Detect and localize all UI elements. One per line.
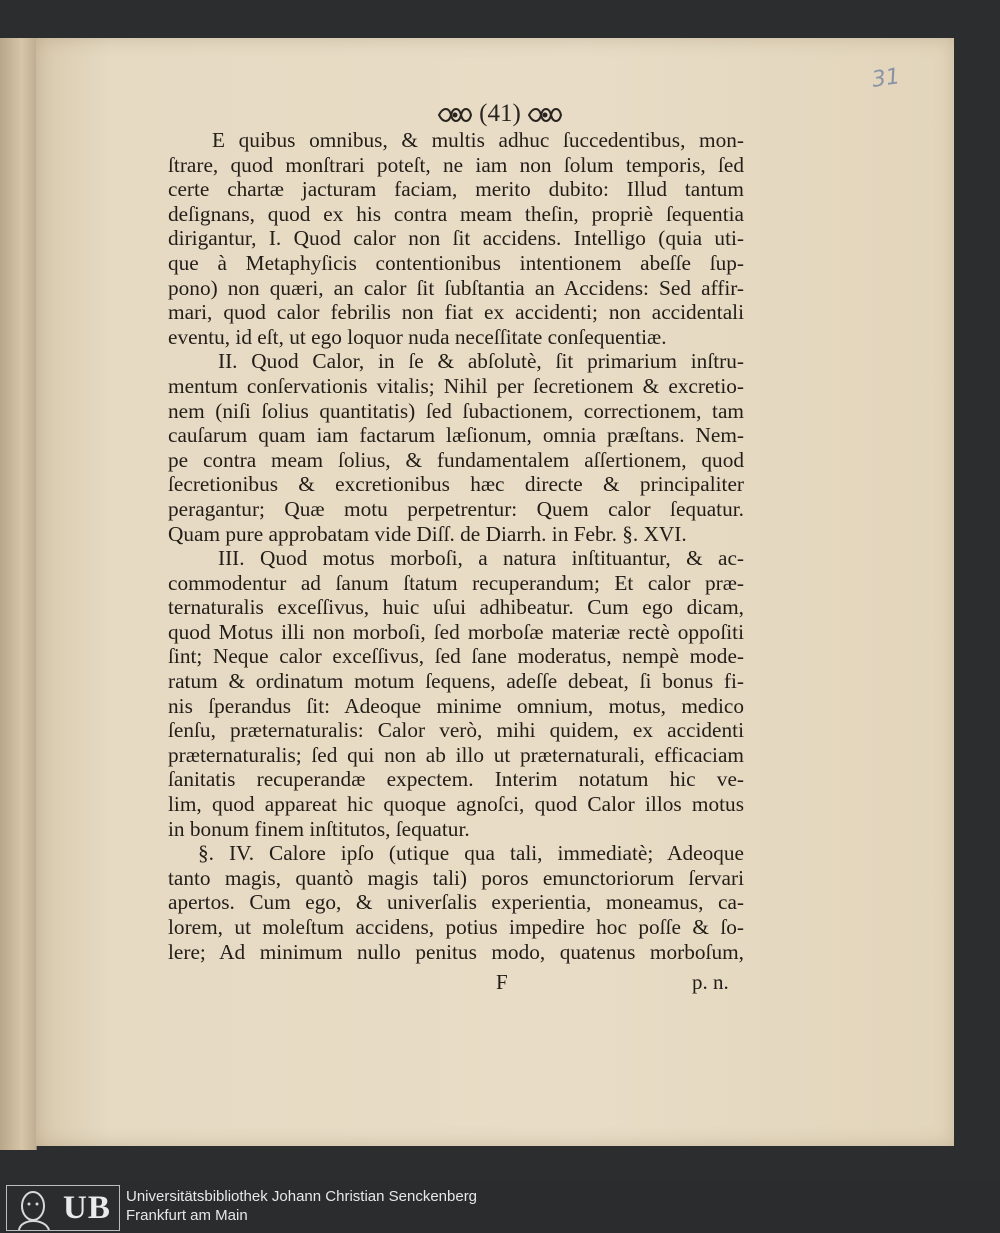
text-line: ſecretionibus & excretionibus hæc directe & principaliter	[168, 472, 744, 497]
text-line: commodentur ad ſanum ſtatum recuperandum; Et calor præ-	[168, 570, 744, 595]
library-footer	[0, 1180, 1000, 1233]
text-line: II. Quod Calor, in ſe & abſolutè, ſit primarium inſtru-	[218, 349, 744, 374]
text-line: cauſarum quam iam factarum læſionum, omnia præſtans. Nem-	[168, 423, 744, 448]
text-line: lim, quod appareat hic quoque agnoſci, quod Calor illos motus	[168, 792, 744, 817]
catchword: p. n.	[692, 970, 729, 994]
text-line: que à Metaphyſicis contentionibus intentionem abeſſe ſup-	[168, 250, 744, 275]
ornament-left-icon	[437, 106, 473, 124]
ornament-right-icon	[527, 106, 563, 124]
text-line: pe contra meam ſolius, & fundamentalem aſſertionem, quod	[168, 447, 744, 472]
text-line: §. IV. Calore ipſo (utique qua tali, immediatè; Adeoque	[198, 841, 744, 866]
library-logo[interactable]	[6, 1185, 120, 1231]
text-line: præternaturalis; ſed qui non ab illo ut præternaturali, efficaciam	[168, 742, 744, 767]
text-line: in bonum finem inſtitutos, ſequatur.	[168, 816, 470, 841]
text-line: ſtrare, quod monſtrari poteſt, ne iam non ſolum temporis, ſed	[168, 152, 744, 177]
text-line: ſint; Neque calor exceſſivus, ſed ſane moderatus, nempè mode-	[168, 644, 744, 669]
pencil-folio-note: 31	[870, 64, 902, 93]
text-line: eventu, id eſt, ut ego loquor nuda neceſſitate conſequentiæ.	[168, 324, 667, 349]
signature-mark: F	[496, 970, 508, 994]
text-line: Quam pure approbatam vide Diſſ. de Diarrh. in Febr. §. XVI.	[168, 521, 687, 546]
text-line: nis ſperandus ſit: Adeoque minime omnium, motus, medico	[168, 693, 744, 718]
text-line: ſenſu, præternaturalis: Calor verò, mihi quidem, ex accidenti	[168, 718, 744, 743]
text-line: lorem, ut moleſtum accidens, potius impedire hoc poſſe & ſo-	[168, 915, 744, 939]
institution-name: Universitätsbibliothek Johann Christian Senckenberg	[126, 1188, 478, 1205]
text-line: ſanitatis recuperandæ expectem. Interim notatum hic ve-	[168, 767, 744, 792]
text-line: III. Quod motus morboſi, a natura inſtituantur, & ac-	[218, 546, 744, 571]
text-line: E quibus omnibus, & multis adhuc ſuccedentibus, mon-	[212, 128, 744, 152]
page-header	[0, 100, 1000, 128]
text-line: quod Motus illi non morboſi, ſed morboſæ materiæ rectè oppoſiti	[168, 619, 744, 644]
text-line: nem (niſi ſolius quantitatis) ſed ſubactionem, correctionem, tam	[168, 398, 744, 423]
facing-page-edge	[0, 38, 37, 1150]
text-line: peragantur; Quæ motu perpetrentur: Quem calor ſequatur.	[168, 496, 744, 521]
text-line: mentum conſervationis vitalis; Nihil per ſecretionem & excretio-	[168, 373, 744, 398]
text-line: lere; Ad minimum nullo penitus modo, quatenus morboſum,	[168, 939, 744, 964]
text-line: dirigantur, I. Quod calor non ſit accidens. Intelligo (quia uti-	[168, 226, 744, 251]
text-line: deſignans, quod ex his contra meam theſin, propriè ſequentia	[168, 201, 744, 226]
page-number: (41)	[479, 100, 521, 127]
body-text	[168, 128, 744, 964]
text-line: ternaturalis exceſſivus, huic uſui adhibeatur. Cum ego dicam,	[168, 595, 744, 620]
institution-city: Frankfurt am Main	[126, 1207, 248, 1224]
text-line: pono) non quæri, an calor ſit ſubſtantia an Accidens: Sed affir-	[168, 275, 744, 300]
text-line: tanto magis, quantò magis tali) poros emunctoriorum ſervari	[168, 865, 744, 890]
logo-text: UB	[63, 1190, 111, 1226]
text-line: ratum & ordinatum motum ſequens, adeſſe debeat, ſi bonus fi-	[168, 669, 744, 694]
portrait-icon	[9, 1186, 59, 1230]
text-line: certe chartæ jacturam faciam, merito dubito: Illud tantum	[168, 177, 744, 202]
text-line: mari, quod calor febrilis non fiat ex accidenti; non accidentali	[168, 300, 744, 325]
text-line: apertos. Cum ego, & univerſalis experientia, moneamus, ca-	[168, 890, 744, 915]
